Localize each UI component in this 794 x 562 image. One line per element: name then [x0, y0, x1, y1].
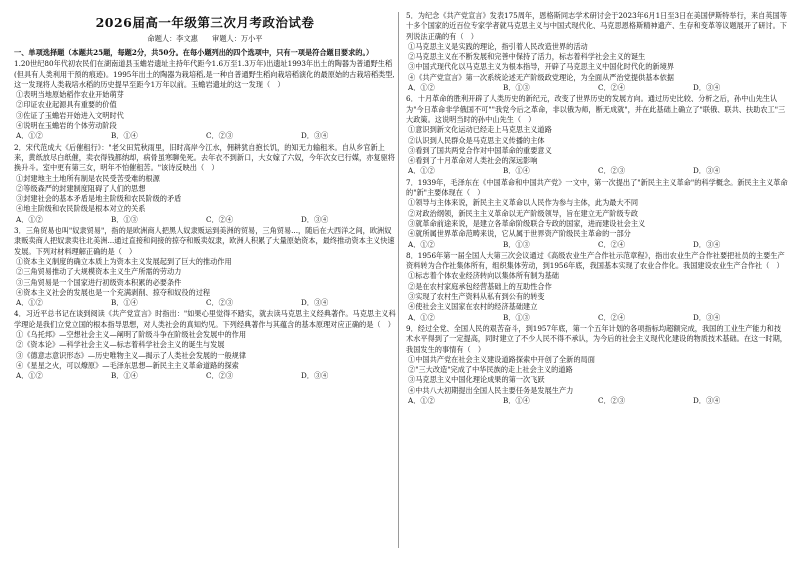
answer-choice: A．①②	[408, 239, 435, 249]
answer-choice: C．②④	[206, 214, 234, 224]
answer-choice: C．②③	[206, 131, 234, 141]
question-stem: 3．三角贸易也叫"奴隶贸易"，指的是欧洲商人把黑人奴隶贩运到美洲的贸易，三角贸易...，随后在大西洋之间，欧洲奴隶贩卖商人把奴隶卖往北美洲...通过直接和间接的掠夺和贩卖奴隶，欧洲人积累了大量原始资本，最终推动资本主义快速发展。下列对材料理解正确的是（ ）	[14, 226, 395, 256]
left-column	[14, 0, 396, 562]
statement-option: ①领导与主体来说，新民主主义革命以人民作为参与主体，此为最大不同	[408, 198, 639, 208]
answer-choices	[406, 313, 788, 323]
statement-option: ②马克思主义在不断发展和完善中保持了活力，标志着科学社会主义的诞生	[408, 52, 646, 62]
answer-choice: A．①②	[16, 214, 43, 224]
answer-choice: C．②③	[598, 395, 626, 405]
answer-choice: D．③④	[301, 131, 329, 141]
answer-choices	[406, 166, 788, 176]
column-divider	[398, 12, 399, 548]
answer-choices	[14, 371, 396, 381]
answer-choices	[14, 131, 396, 141]
question-block	[406, 94, 788, 176]
answer-choices	[14, 298, 396, 308]
statement-option: ①马克思主义是实践的理论，指引着人民改造世界的活动	[408, 41, 588, 51]
right-column	[406, 0, 788, 562]
answer-choice: B．①④	[111, 371, 138, 381]
answer-choice: B．①③	[503, 312, 530, 322]
question-stem: 1.20世纪80年代初农民们在湖南道县玉蟾岩遗址主持年代距今1.6万至1.3万年)出遗址1993年出土的陶器为普通野生稻(但具有人类利用干预的痕迹)。1995年出土的陶器为栽培稻,是一种自普通野生稻向栽培稻演化的最原始的古栽培稻类型,这一发现将人类栽培水稻的历史提早至距今1万年以前。玉蟾岩遗址的这一发现（ ）	[14, 59, 395, 89]
statement-option: ①资本主义制度的确立本质上为资本主义发展起到了巨大的推动作用	[16, 256, 232, 266]
question-list-right	[406, 11, 788, 406]
statement-option: ②对政治纲领，新民主主义革命以无产阶级领导，旨在建立无产阶级专政	[408, 208, 639, 218]
statement-option: ②三角贸易推动了大规模资本主义生产所需的劳动力	[16, 267, 182, 277]
question-block	[406, 178, 788, 250]
answer-choice: C．②③	[206, 371, 234, 381]
answer-choice: B．①④	[503, 166, 530, 176]
author-name: 命题人：李文惠	[147, 34, 198, 43]
answer-choice: D．③④	[693, 83, 721, 93]
answer-choices	[406, 83, 788, 93]
answer-choice: B．①③	[503, 83, 530, 93]
statement-option: ③就革命前途来说，是建立各革命阶级联合专政的国家，进而建设社会主义	[408, 218, 646, 228]
statement-option: ④使社会主义国家在农村的经济基础建立	[408, 302, 538, 312]
answer-choice: A．①②	[408, 166, 435, 176]
answer-choice: D．③④	[693, 312, 721, 322]
question-stem: 8．1956年第一届全国人大第三次会议通过《高级农业生产合作社示范章程》，指出农业生产合作社要把社员的主要生产资料转为合作社集体所有，组织集体劳动，到1956年底，我国基本实现了农业合作化。我国建设农业生产合作社（ ）	[406, 250, 785, 271]
statement-option: ④地主阶级和农民阶级是根本对立的关系	[16, 204, 146, 214]
answer-choice: D．③④	[301, 214, 329, 224]
statement-option: ④看到了十月革命对人类社会的深远影响	[408, 156, 538, 166]
answer-choice: D．③④	[693, 166, 721, 176]
question-block	[14, 309, 396, 381]
answer-choice: A．①②	[16, 298, 43, 308]
question-block	[14, 59, 396, 141]
answer-choice: B．①③	[503, 239, 530, 249]
answer-choice: A．①②	[408, 312, 435, 322]
answer-choice: D．③④	[301, 298, 329, 308]
answer-choice: A．①②	[408, 395, 435, 405]
statement-option: ①标志着个体农业经济转向以集体所有制为基础	[408, 271, 559, 281]
exam-title: 2026届高一年级第三次月考政治试卷	[95, 15, 315, 30]
question-stem: 6．十月革命的胜利开辟了人类历史的新纪元，改变了世界历史的发展方向。通过历史比较、分析之后，孙中山先生认为"今日革命非学俄国不可""我党今后之革命，非以俄为师，断无成就"，并在此基础上确立了"联俄、联共、扶助农工"三大政策。这说明当时的孙中山先生（ ）	[406, 94, 786, 124]
statement-option: ①中国共产党在社会主义建设道路探索中开创了全新的局面	[408, 354, 595, 364]
answer-choice: C．②④	[598, 239, 626, 249]
statement-option: ②认识到人民群众是马克思主义传播的主体	[408, 135, 545, 145]
statement-option: ①表明当地原始稻作农业开始萌芽	[16, 90, 124, 100]
statement-option: ①意识到新文化运动已经走上马克思主义道路	[408, 125, 552, 135]
question-list-left	[14, 59, 396, 381]
question-block	[14, 143, 396, 225]
statement-option: ④《星星之火，可以燎原》—毛泽东思想—新民主主义革命道路的探索	[16, 360, 239, 370]
answer-choice: A．①②	[408, 83, 435, 93]
statement-option: ①封建地主土地所有制是农民受苦受难的根源	[16, 173, 160, 183]
statement-option: ③看到了国共两党合作对中国革命的重要意义	[408, 145, 552, 155]
statement-option: ③中国式现代化以马克思主义为根本指导，开辟了马克思主义中国化时代化的新境界	[408, 62, 674, 72]
answer-choices	[406, 396, 788, 406]
statement-option: ④资本主义社会的发展也是一个充满剥削、掠夺和奴役的过程	[16, 287, 211, 297]
answer-choices	[406, 240, 788, 250]
answer-choice: B．①④	[111, 298, 138, 308]
statement-option: ②"三大改造"完成了中华民族的走上社会主义的道路	[408, 365, 573, 375]
statement-option: ③马克思主义中国化理论成果的第一次飞跃	[408, 375, 545, 385]
answer-choice: C．②③	[206, 298, 234, 308]
question-stem: 4．习近平总书记在谈到阅读《共产党宣言》时指出："如果心里觉得不踏实，就去读马克思主义经典著作。马克思主义科学理论是我们立党立国的根本指导思想，对人类社会的真知灼见。下列经典著作与其蕴含的基本原理对应正确的是（ ）	[14, 309, 396, 329]
statement-option: ④就所属世界革命范畴来说，它从属于世界资产阶级民主革命的一部分	[408, 229, 631, 239]
statement-option: ②等级森严的封建制度阻碍了人们的思想	[16, 183, 146, 193]
question-stem: 7．1939年，毛泽东在《中国革命和中国共产党》一文中，第一次提出了"新民主主义革命"的科学概念。新民主主义革命的"新"主要体现在（ ）	[406, 177, 788, 198]
statement-option: ③《德意志意识形态》—历史唯物主义—揭示了人类社会发展的一般规律	[16, 350, 247, 360]
question-block	[14, 226, 396, 308]
statement-option: ④《共产党宣言》第一次系统论述无产阶级政党理论，为全面从严治党提供基本依据	[408, 72, 674, 82]
question-block	[406, 11, 788, 93]
answer-choice: B．①③	[111, 214, 138, 224]
statement-option: ③封建社会的基本矛盾是地主阶级和农民阶级的矛盾	[16, 194, 182, 204]
answer-choice: D．③④	[693, 395, 721, 405]
statement-option: ②《资本论》—科学社会主义—标志着科学社会主义的诞生与发展	[16, 340, 225, 350]
answer-choice: C．②③	[598, 166, 626, 176]
answer-choice: B．①④	[503, 395, 530, 405]
answer-choice: B．①④	[111, 131, 138, 141]
reviewer-name: 审题人：万小平	[212, 34, 263, 43]
question-block	[406, 324, 788, 406]
answer-choice: A．①②	[16, 371, 43, 381]
answer-choice: D．③④	[301, 371, 329, 381]
answer-choice: A．①②	[16, 131, 43, 141]
statement-option: ④说明在玉蟾岩的个体劳动阶段	[16, 121, 117, 131]
statement-option: ②印证农业起源具有重要的价值	[16, 100, 117, 110]
answer-choice: C．②④	[598, 83, 626, 93]
question-stem: 9．经过全党、全国人民的艰苦奋斗，到1957年底，第一个五年计划的各项指标均超额完成，我国的工业生产能力和技术水平得到了一定提高，同时建立了不少人民不得不承认，为今后的社会主义现代化建设的物质技术基础。在这一时期，我国发生的事情有（ ）	[406, 323, 787, 354]
question-stem: 2．宋代范成大《后催租行》："老父田荒秋雨里，旧时高岸今江水，佣耕犹自抱长饥，的知无力输租米。自从乡官新上来，黄纸放尽白纸催，卖衣得钱都纳却，病骨虽寒聊免死。去年衣不到新口，大女嫁了六奴，今年次女已行媒，亦复驱将换升斗。室中更有第三女，明年不怕催租苦。"该诗反映出（ ）	[14, 142, 395, 173]
answer-choice: C．②④	[598, 312, 626, 322]
author-line	[14, 34, 396, 44]
statement-option: ④中共八大初期提出全国人民主要任务是发展生产力	[408, 385, 574, 395]
answer-choices	[14, 215, 396, 225]
answer-choice: D．③④	[693, 239, 721, 249]
statement-option: ③三角贸易是一个国家进行初级资本积累的必要条件	[16, 277, 182, 287]
statement-option: ③实现了农村生产资料从私有到公有的转变	[408, 292, 545, 302]
question-stem: 5．为纪念《共产党宣言》发表175周年，恩格斯同志学术研讨会于2023年6月1日至3日在美国伊斯特举行，来自英国等十多个国家的近百位专家学者就马克思主义与中国式现代化、马克思恩格斯精神遗产、生存和变革等议题展开了研讨。下列说法正确的有（ ）	[406, 11, 787, 41]
statement-option: ③佐证了玉蟾岩开始进入文明时代	[16, 110, 124, 120]
statement-option: ②是在农村家庭承包经营基础上的互助性合作	[408, 281, 552, 291]
question-block	[406, 251, 788, 323]
statement-option: ①《乌托邦》—空想社会主义—阐明了阶级斗争在阶级社会发展中的作用	[16, 330, 247, 340]
section-heading: 一、单项选择题（本题共25题，每题2分，共50分。在每小题列出的四个选项中，只有一项是符合题目要求的。）	[14, 48, 374, 57]
